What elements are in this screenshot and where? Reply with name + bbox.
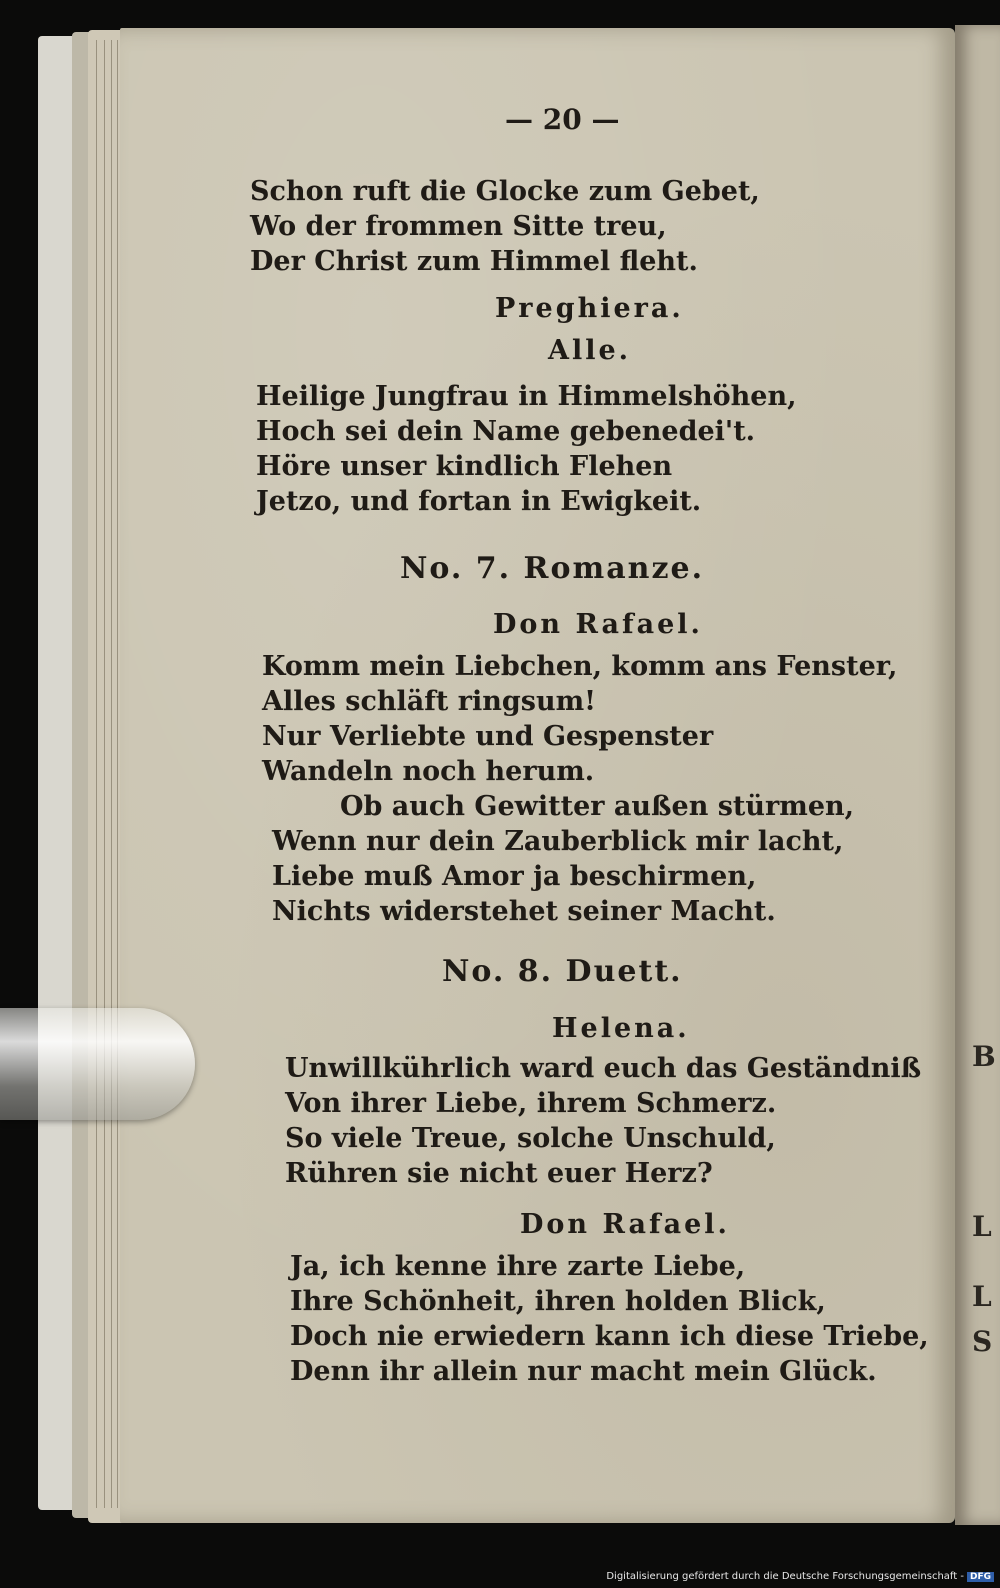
page-edge-line <box>104 40 105 1508</box>
verse-line: Hoch sei dein Name gebenedei't. <box>256 416 756 447</box>
speaker-label: Don Rafael. <box>520 1209 730 1240</box>
page-edge-line <box>117 40 118 1508</box>
adjacent-page-mark: L <box>972 1210 992 1243</box>
verse-line: Ihre Schönheit, ihren holden Blick, <box>290 1286 826 1317</box>
verse-line: Heilige Jungfrau in Himmelshöhen, <box>256 381 797 412</box>
verse-line: Höre unser kindlich Flehen <box>256 451 673 482</box>
adjacent-page-mark: L <box>972 1280 992 1313</box>
verse-line: Denn ihr allein nur macht mein Glück. <box>290 1356 877 1387</box>
page-number: — 20 — <box>505 103 620 136</box>
verse-line: Nichts widerstehet seiner Macht. <box>272 896 776 927</box>
verse-line: Jetzo, und fortan in Ewigkeit. <box>256 486 702 517</box>
adjacent-page-mark: B <box>972 1040 996 1073</box>
adjacent-page-mark: S <box>972 1325 993 1358</box>
verse-line: Wenn nur dein Zauberblick mir lacht, <box>272 826 844 857</box>
verse-line: Wandeln noch herum. <box>262 756 595 787</box>
verse-line: So viele Treue, solche Unschuld, <box>285 1123 776 1154</box>
number-heading: No. 8. Duett. <box>442 954 683 989</box>
verse-line: Unwillkührlich ward euch das Geständniß <box>285 1053 922 1084</box>
speaker-label: Helena. <box>552 1013 690 1044</box>
verse-line: Komm mein Liebchen, komm ans Fenster, <box>262 651 898 682</box>
number-heading: No. 7. Romanze. <box>400 551 705 586</box>
page-edge-line <box>96 40 97 1508</box>
verse-line: Ja, ich kenne ihre zarte Liebe, <box>290 1251 746 1282</box>
verse-line: Wo der frommen Sitte treu, <box>250 211 667 242</box>
verse-line: Nur Verliebte und Gespenster <box>262 721 714 752</box>
footer-credit <box>606 1571 994 1582</box>
verse-line: Doch nie erwiedern kann ich diese Triebe, <box>290 1321 929 1352</box>
glass-page-holder <box>0 1008 195 1120</box>
footer-text: Digitalisierung gefördert durch die Deutsche Forschungsgemeinschaft - <box>606 1571 964 1582</box>
speaker-label: Don Rafael. <box>493 609 703 640</box>
verse-line: Rühren sie nicht euer Herz? <box>285 1158 713 1189</box>
verse-line: Ob auch Gewitter außen stürmen, <box>340 791 855 822</box>
section-label: Preghiera. <box>495 293 684 324</box>
verse-line: Von ihrer Liebe, ihrem Schmerz. <box>285 1088 777 1119</box>
page-edge-line <box>111 40 112 1508</box>
verse-line: Der Christ zum Himmel fleht. <box>250 246 698 277</box>
verse-line: Liebe muß Amor ja beschirmen, <box>272 861 757 892</box>
verse-line: Alles schläft ringsum! <box>262 686 596 717</box>
verse-line: Schon ruft die Glocke zum Gebet, <box>250 176 760 207</box>
dfg-logo: DFG <box>967 1572 994 1582</box>
speaker-label: Alle. <box>548 335 632 366</box>
